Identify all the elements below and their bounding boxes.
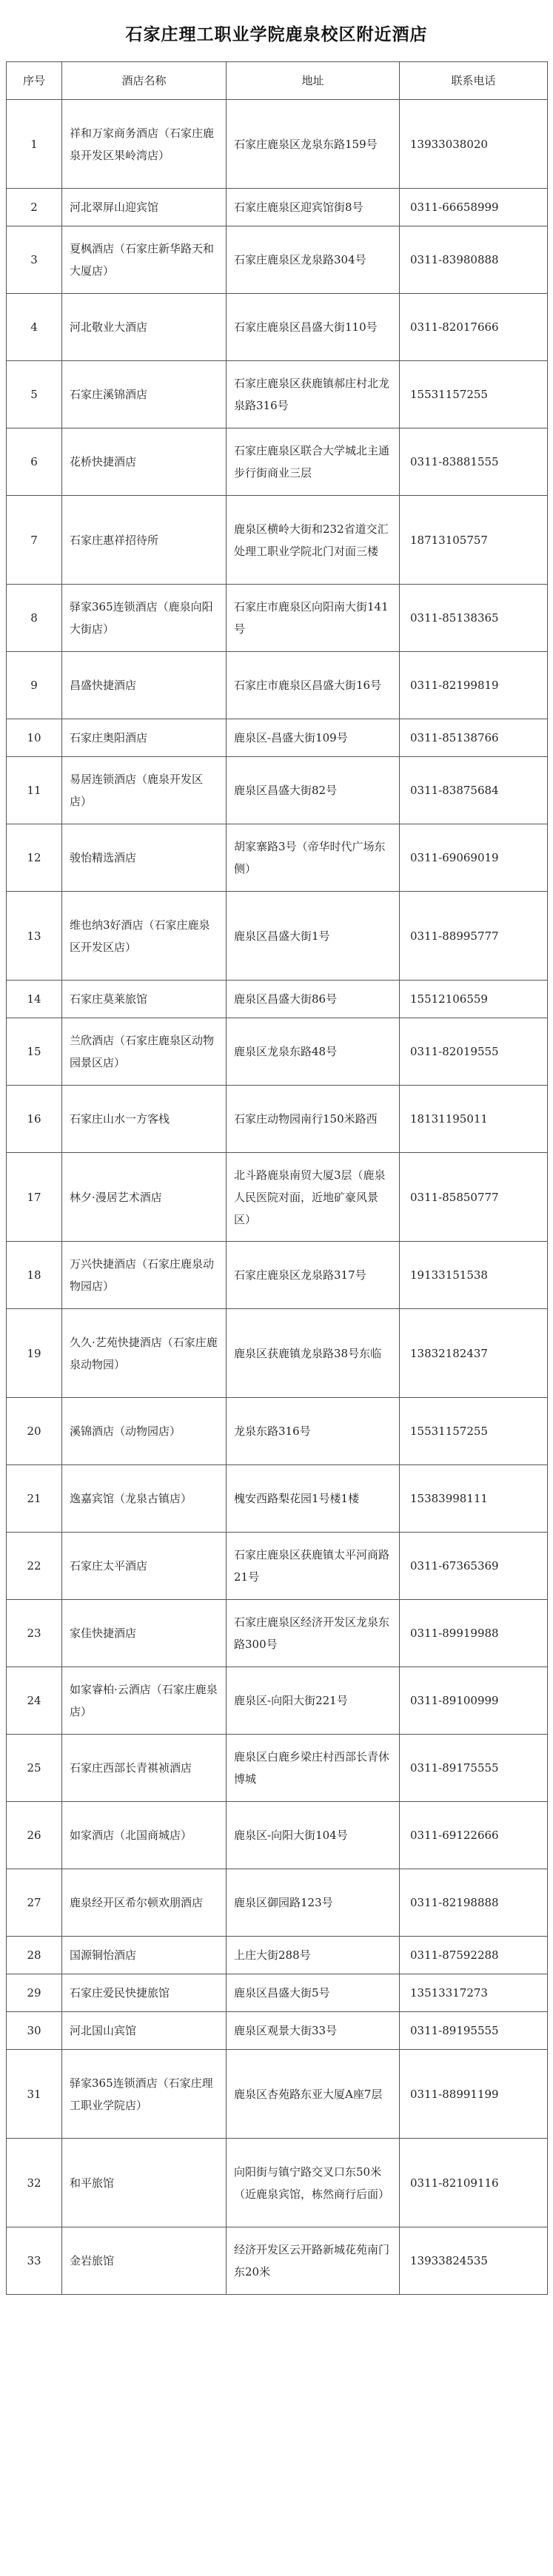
header-hotel-name: 酒店名称 <box>62 62 227 100</box>
hotel-phone: 13933038020 <box>400 100 548 189</box>
hotel-name: 家佳快捷酒店 <box>62 1600 227 1667</box>
hotel-name: 石家庄西部长青褀祯酒店 <box>62 1735 227 1802</box>
hotel-address: 鹿泉区御园路123号 <box>227 1869 400 1937</box>
hotel-name: 石家庄爱民快捷旅馆 <box>62 1974 227 2012</box>
hotel-phone: 0311-82017666 <box>400 294 548 361</box>
hotel-address: 鹿泉区获鹿镇龙泉路38号东临 <box>227 1309 400 1398</box>
row-no: 29 <box>7 1974 62 2012</box>
hotel-name: 昌盛快捷酒店 <box>62 652 227 719</box>
table-row <box>7 1937 548 1974</box>
row-no: 19 <box>7 1309 62 1398</box>
hotel-phone: 0311-89919988 <box>400 1600 548 1667</box>
hotel-name: 久久·艺苑快捷酒店（石家庄鹿泉动物园） <box>62 1309 227 1398</box>
hotel-address: 鹿泉区龙泉东路48号 <box>227 1018 400 1086</box>
table-row <box>7 226 548 294</box>
hotel-phone: 0311-89100999 <box>400 1667 548 1735</box>
table-row <box>7 2050 548 2139</box>
row-no: 16 <box>7 1086 62 1153</box>
hotel-address: 石家庄鹿泉区迎宾馆街8号 <box>227 189 400 226</box>
table-row <box>7 100 548 189</box>
hotel-address: 石家庄鹿泉区获鹿镇郝庄村北龙泉路316号 <box>227 361 400 428</box>
hotel-address: 经济开发区云开路新城花苑南门东20米 <box>227 2227 400 2295</box>
hotel-phone: 0311-87592288 <box>400 1937 548 1974</box>
table-row <box>7 1974 548 2012</box>
hotel-phone: 15383998111 <box>400 1465 548 1533</box>
row-no: 32 <box>7 2139 62 2227</box>
row-no: 9 <box>7 652 62 719</box>
hotel-name: 万兴快捷酒店（石家庄鹿泉动物园店） <box>62 1242 227 1309</box>
hotel-phone: 13933824535 <box>400 2227 548 2295</box>
table-row <box>7 361 548 428</box>
hotel-phone: 0311-69069019 <box>400 824 548 892</box>
hotel-name: 兰欣酒店（石家庄鹿泉区动物园景区店） <box>62 1018 227 1086</box>
hotel-address: 鹿泉区观景大街33号 <box>227 2012 400 2050</box>
hotel-phone: 0311-89175555 <box>400 1735 548 1802</box>
hotel-name: 逸嘉宾馆（龙泉古镇店） <box>62 1465 227 1533</box>
hotel-phone: 0311-85850777 <box>400 1153 548 1242</box>
row-no: 22 <box>7 1533 62 1600</box>
hotel-name: 石家庄莫莱旅馆 <box>62 981 227 1018</box>
table-header-row <box>7 62 548 100</box>
row-no: 6 <box>7 428 62 496</box>
table-row <box>7 1465 548 1533</box>
hotel-name: 溪锦酒店（动物园店） <box>62 1398 227 1465</box>
row-no: 5 <box>7 361 62 428</box>
table-row <box>7 189 548 226</box>
hotel-address: 上庄大街288号 <box>227 1937 400 1974</box>
hotel-address: 石家庄动物园南行150米路西 <box>227 1086 400 1153</box>
hotel-phone: 0311-82198888 <box>400 1869 548 1937</box>
hotel-phone: 0311-88995777 <box>400 892 548 981</box>
hotel-address: 鹿泉区白鹿乡梁庄村西部长青休博城 <box>227 1735 400 1802</box>
hotel-address: 鹿泉区-向阳大街221号 <box>227 1667 400 1735</box>
hotel-name: 夏枫酒店（石家庄新华路天和大厦店） <box>62 226 227 294</box>
hotel-address: 鹿泉区昌盛大街86号 <box>227 981 400 1018</box>
table-row <box>7 1242 548 1309</box>
row-no: 7 <box>7 496 62 585</box>
table-row <box>7 981 548 1018</box>
table-row <box>7 1398 548 1465</box>
hotel-name: 河北敬业大酒店 <box>62 294 227 361</box>
table-row <box>7 1735 548 1802</box>
hotel-phone: 0311-83881555 <box>400 428 548 496</box>
hotel-phone: 18713105757 <box>400 496 548 585</box>
table-row <box>7 1600 548 1667</box>
hotel-address: 胡家寨路3号（帝华时代广场东侧） <box>227 824 400 892</box>
hotel-phone: 0311-85138365 <box>400 585 548 652</box>
row-no: 8 <box>7 585 62 652</box>
table-row <box>7 428 548 496</box>
hotel-address: 石家庄市鹿泉区昌盛大街16号 <box>227 652 400 719</box>
row-no: 31 <box>7 2050 62 2139</box>
hotel-address: 鹿泉区-向阳大街104号 <box>227 1802 400 1869</box>
hotel-name: 骏怡精选酒店 <box>62 824 227 892</box>
hotel-address: 石家庄鹿泉区昌盛大街110号 <box>227 294 400 361</box>
table-row <box>7 294 548 361</box>
row-no: 20 <box>7 1398 62 1465</box>
hotel-address: 石家庄鹿泉区经济开发区龙泉东路300号 <box>227 1600 400 1667</box>
row-no: 13 <box>7 892 62 981</box>
hotel-phone: 0311-83875684 <box>400 757 548 824</box>
row-no: 30 <box>7 2012 62 2050</box>
hotel-address: 石家庄鹿泉区龙泉东路159号 <box>227 100 400 189</box>
hotel-name: 易居连锁酒店（鹿泉开发区店） <box>62 757 227 824</box>
table-row <box>7 1309 548 1398</box>
row-no: 14 <box>7 981 62 1018</box>
hotel-phone: 18131195011 <box>400 1086 548 1153</box>
hotel-phone: 0311-82019555 <box>400 1018 548 1086</box>
row-no: 18 <box>7 1242 62 1309</box>
hotel-phone: 0311-88991199 <box>400 2050 548 2139</box>
hotel-address: 石家庄鹿泉区龙泉路317号 <box>227 1242 400 1309</box>
hotel-address: 鹿泉区昌盛大街5号 <box>227 1974 400 2012</box>
hotel-name: 石家庄溪锦酒店 <box>62 361 227 428</box>
row-no: 21 <box>7 1465 62 1533</box>
row-no: 24 <box>7 1667 62 1735</box>
header-phone: 联系电话 <box>400 62 548 100</box>
hotel-phone: 13832182437 <box>400 1309 548 1398</box>
hotel-address: 鹿泉区昌盛大街1号 <box>227 892 400 981</box>
page-title: 石家庄理工职业学院鹿泉校区附近酒店 <box>125 24 428 44</box>
hotel-name: 林夕·漫居艺术酒店 <box>62 1153 227 1242</box>
table-row <box>7 1018 548 1086</box>
hotel-phone: 15531157255 <box>400 361 548 428</box>
hotel-phone: 15531157255 <box>400 1398 548 1465</box>
table-row <box>7 585 548 652</box>
table-row <box>7 496 548 585</box>
row-no: 15 <box>7 1018 62 1086</box>
hotel-address: 向阳街与镇宁路交叉口东50米（近鹿泉宾馆，栋然商行后面） <box>227 2139 400 2227</box>
hotel-address: 石家庄市鹿泉区向阳南大街141号 <box>227 585 400 652</box>
hotel-name: 石家庄山水一方客栈 <box>62 1086 227 1153</box>
hotel-name: 维也纳3好酒店（石家庄鹿泉区开发区店） <box>62 892 227 981</box>
hotel-name: 金岩旅馆 <box>62 2227 227 2295</box>
row-no: 33 <box>7 2227 62 2295</box>
hotel-name: 如家睿柏·云酒店（石家庄鹿泉店） <box>62 1667 227 1735</box>
hotel-phone: 0311-69122666 <box>400 1802 548 1869</box>
hotel-address: 鹿泉区-昌盛大街109号 <box>227 719 400 757</box>
row-no: 10 <box>7 719 62 757</box>
table-row <box>7 1086 548 1153</box>
table-row <box>7 719 548 757</box>
hotel-phone: 0311-82109116 <box>400 2139 548 2227</box>
hotel-address: 石家庄鹿泉区获鹿镇太平河商路21号 <box>227 1533 400 1600</box>
hotel-address: 北斗路鹿泉南贸大厦3层（鹿泉人民医院对面，近地矿豪风景区） <box>227 1153 400 1242</box>
row-no: 26 <box>7 1802 62 1869</box>
table-row <box>7 2139 548 2227</box>
hotel-address: 鹿泉区杏苑路东亚大厦A座7层 <box>227 2050 400 2139</box>
hotel-name: 驿家365连锁酒店（鹿泉向阳大街店） <box>62 585 227 652</box>
hotel-address: 鹿泉区横岭大街和232省道交汇处理工职业学院北门对面三楼 <box>227 496 400 585</box>
hotel-phone: 0311-67365369 <box>400 1533 548 1600</box>
row-no: 28 <box>7 1937 62 1974</box>
row-no: 11 <box>7 757 62 824</box>
row-no: 3 <box>7 226 62 294</box>
hotel-name: 河北翠屏山迎宾馆 <box>62 189 227 226</box>
hotel-address: 石家庄鹿泉区龙泉路304号 <box>227 226 400 294</box>
hotel-name: 河北国山宾馆 <box>62 2012 227 2050</box>
hotel-phone: 19133151538 <box>400 1242 548 1309</box>
table-row <box>7 1869 548 1937</box>
hotel-name: 驿家365连锁酒店（石家庄理工职业学院店） <box>62 2050 227 2139</box>
table-row <box>7 824 548 892</box>
hotel-phone: 13513317273 <box>400 1974 548 2012</box>
hotel-name: 石家庄太平酒店 <box>62 1533 227 1600</box>
row-no: 12 <box>7 824 62 892</box>
row-no: 23 <box>7 1600 62 1667</box>
table-row <box>7 892 548 981</box>
hotel-address: 槐安西路梨花园1号楼1楼 <box>227 1465 400 1533</box>
table-row <box>7 757 548 824</box>
table-row <box>7 2012 548 2050</box>
table-row <box>7 652 548 719</box>
hotel-phone: 0311-89195555 <box>400 2012 548 2050</box>
row-no: 17 <box>7 1153 62 1242</box>
hotel-name: 石家庄奥阳酒店 <box>62 719 227 757</box>
hotel-name: 和平旅馆 <box>62 2139 227 2227</box>
hotel-phone: 15512106559 <box>400 981 548 1018</box>
table-row <box>7 1667 548 1735</box>
row-no: 2 <box>7 189 62 226</box>
hotel-address: 龙泉东路316号 <box>227 1398 400 1465</box>
row-no: 1 <box>7 100 62 189</box>
table-row <box>7 2227 548 2295</box>
table-row <box>7 1802 548 1869</box>
hotel-name: 祥和万家商务酒店（石家庄鹿泉开发区果岭湾店） <box>62 100 227 189</box>
header-address: 地址 <box>227 62 400 100</box>
row-no: 25 <box>7 1735 62 1802</box>
header-no: 序号 <box>7 62 62 100</box>
hotel-name: 鹿泉经开区希尔顿欢朋酒店 <box>62 1869 227 1937</box>
hotel-phone: 0311-82199819 <box>400 652 548 719</box>
hotel-table <box>6 61 548 2295</box>
hotel-name: 如家酒店（北国商城店） <box>62 1802 227 1869</box>
hotel-name: 花桥快捷酒店 <box>62 428 227 496</box>
row-no: 27 <box>7 1869 62 1937</box>
hotel-address: 鹿泉区昌盛大街82号 <box>227 757 400 824</box>
hotel-phone: 0311-83980888 <box>400 226 548 294</box>
table-row <box>7 1153 548 1242</box>
table-row <box>7 1533 548 1600</box>
hotel-name: 国源铜怡酒店 <box>62 1937 227 1974</box>
row-no: 4 <box>7 294 62 361</box>
hotel-phone: 0311-66658999 <box>400 189 548 226</box>
hotel-name: 石家庄惠祥招待所 <box>62 496 227 585</box>
hotel-address: 石家庄鹿泉区联合大学城北主通步行街商业三层 <box>227 428 400 496</box>
hotel-phone: 0311-85138766 <box>400 719 548 757</box>
